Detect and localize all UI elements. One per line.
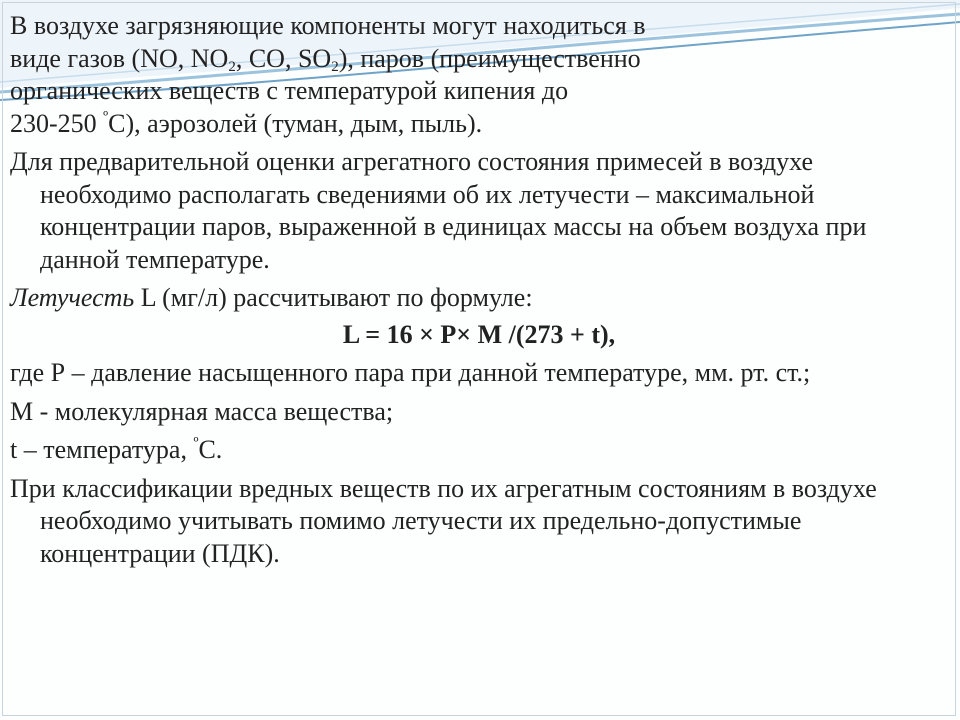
line-3: органических веществ с температурой кипения до xyxy=(10,76,569,105)
slide-content xyxy=(10,10,948,570)
definition-pressure: где Р – давление насыщенного пара при данной температуре, мм. рт. ст.; xyxy=(10,358,811,387)
degree-sign-2: º xyxy=(193,435,199,452)
subscript-no2: 2 xyxy=(228,58,236,75)
degree-sign: º xyxy=(103,108,109,126)
paragraph-volatility-formula-intro xyxy=(10,282,948,315)
paragraph-classification: При классификации вредных веществ по их агрегатным состояниям в воздухе необходимо учитывать помимо летучести их предельно-допустимые концентрации (ПДК). xyxy=(10,473,877,568)
volatility-term: Летучесть xyxy=(10,283,135,312)
paragraph-air-pollutants xyxy=(10,10,948,140)
line-2 xyxy=(10,43,948,76)
temperature-unit: С. xyxy=(198,435,223,464)
line-2-part-c: ), паров (преимущественно xyxy=(338,43,641,73)
line-2-part-b: , CO, SO xyxy=(235,43,332,73)
paragraph-volatility-intro: Для предварительной оценки агрегатного состояния примесей в воздухе необходимо располагать сведениями об их летучести – максимальной концентрации паров, выраженной в единицах массы на объем воздуха при данной температуре. xyxy=(10,147,867,274)
line-4 xyxy=(10,108,948,141)
subscript-so2: 2 xyxy=(331,58,339,75)
line-4-part-b: С), аэрозолей (туман, дым, пыль). xyxy=(108,108,483,138)
volatility-formula-lead: L (мг/л) рассчитывают по формуле: xyxy=(134,283,533,312)
temperature-text: t – температура, xyxy=(10,435,194,464)
line-1: В воздухе загрязняющие компоненты могут находиться в xyxy=(10,11,646,40)
line-2-part-a: виде газов (NO, NO xyxy=(10,43,229,73)
line-4-part-a: 230-250 xyxy=(10,108,104,138)
definition-molar-mass: M - молекулярная масса вещества; xyxy=(10,396,394,426)
formula: L = 16 × P× M /(273 + t), xyxy=(342,319,616,349)
definition-temperature xyxy=(10,434,948,467)
